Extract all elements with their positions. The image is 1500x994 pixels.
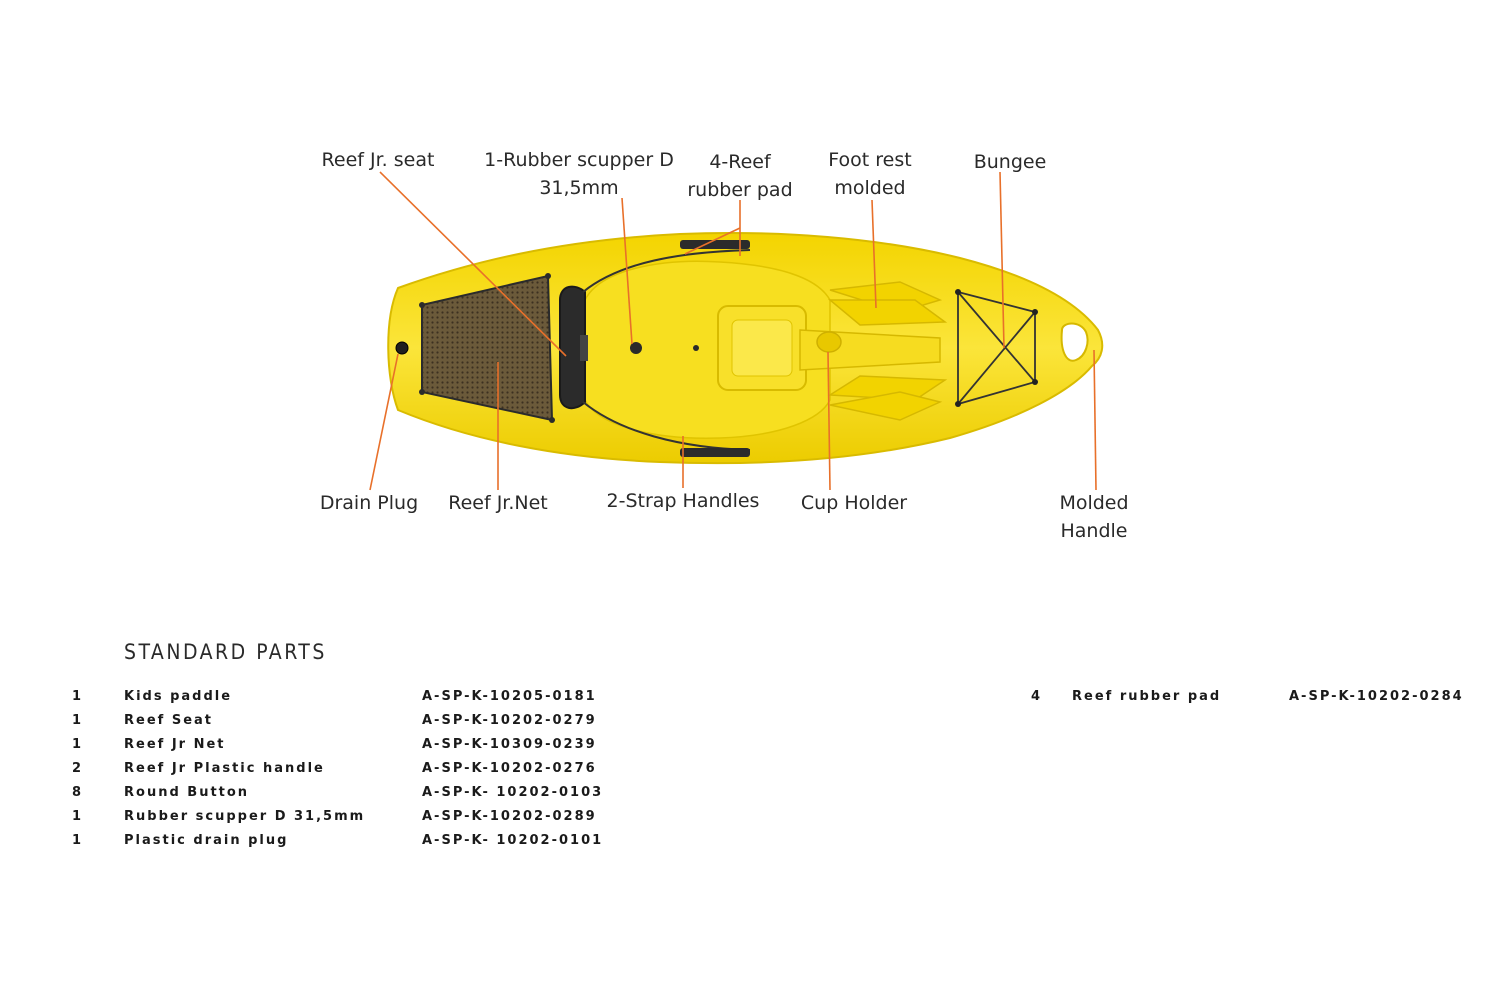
parts-qty: 1	[72, 833, 84, 848]
parts-name: Plastic drain plug	[124, 833, 289, 848]
callout-rubber-scupper: 1-Rubber scupper D 31,5mm	[484, 149, 674, 199]
parts-qty: 1	[72, 737, 84, 752]
parts-name: Reef rubber pad	[1072, 689, 1222, 704]
parts-code: A-SP-K-10202-0279	[422, 713, 597, 728]
parts-qty: 4	[1031, 689, 1043, 704]
parts-code: A-SP-K- 10202-0101	[422, 833, 604, 848]
parts-name: Reef Jr Plastic handle	[124, 761, 325, 776]
parts-section-title: STANDARD PARTS	[124, 640, 327, 664]
parts-name: Kids paddle	[124, 689, 233, 704]
parts-code: A-SP-K- 10202-0103	[422, 785, 604, 800]
callout-cup-holder: Cup Holder	[800, 492, 908, 514]
cup-holder-shape	[817, 332, 841, 352]
callout-reef-jr-seat: Reef Jr. seat	[321, 149, 435, 171]
parts-qty: 1	[72, 689, 84, 704]
parts-code: A-SP-K-10205-0181	[422, 689, 597, 704]
callout-bungee: Bungee	[973, 151, 1047, 173]
parts-name: Round Button	[124, 785, 250, 800]
line-drain-plug	[370, 354, 398, 490]
callout-foot-rest: Foot rest molded	[828, 149, 912, 199]
parts-qty: 1	[72, 713, 84, 728]
callout-strap-handles: 2-Strap Handles	[606, 490, 760, 512]
parts-name: Rubber scupper D 31,5mm	[124, 809, 366, 824]
parts-code: A-SP-K-10202-0276	[422, 761, 597, 776]
callout-molded-handle: Molded Handle	[1059, 492, 1129, 542]
callout-reef-rubber-pad: 4-Reef rubber pad	[687, 151, 793, 201]
callout-reef-jr-net: Reef Jr.Net	[448, 492, 548, 514]
molded-handle-shape	[1062, 324, 1088, 361]
drain-plug-shape	[396, 342, 408, 354]
parts-qty: 8	[72, 785, 84, 800]
strap-handle-bottom	[680, 448, 750, 457]
parts-qty: 1	[72, 809, 84, 824]
parts-code: A-SP-K-10202-0284	[1289, 689, 1464, 704]
parts-code: A-SP-K-10202-0289	[422, 809, 597, 824]
parts-qty: 2	[72, 761, 84, 776]
scupper-2	[693, 345, 699, 351]
line-molded-handle	[1094, 350, 1096, 490]
parts-name: Reef Seat	[124, 713, 213, 728]
callout-drain-plug: Drain Plug	[319, 492, 419, 514]
parts-code: A-SP-K-10309-0239	[422, 737, 597, 752]
parts-name: Reef Jr Net	[124, 737, 226, 752]
